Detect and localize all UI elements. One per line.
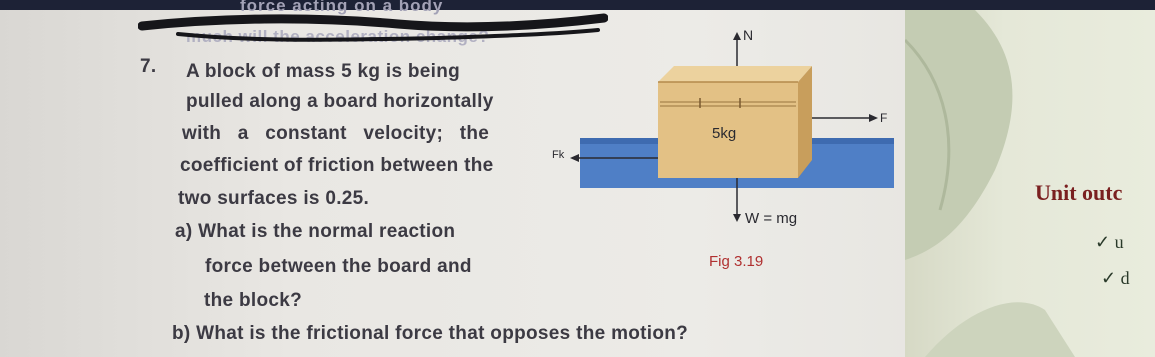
part-b-line: b) What is the frictional force that opposes the motion? xyxy=(172,323,689,344)
outcome-check-1: ✓ u xyxy=(1095,232,1124,252)
pen-scribble xyxy=(138,12,608,46)
faded-previous-line: force acting on a body xyxy=(240,0,444,15)
part-a-line-3: the block? xyxy=(204,290,303,311)
normal-force-label: N xyxy=(743,27,754,43)
unit-outcomes-heading: Unit outc xyxy=(1035,180,1123,205)
top-dark-edge xyxy=(0,0,1155,10)
right-page xyxy=(905,10,1155,357)
mass-label: 5kg xyxy=(712,125,737,142)
weight-label: W = mg xyxy=(745,210,798,227)
part-a-line-1: a) What is the normal reaction xyxy=(175,221,456,242)
question-line-1: A block of mass 5 kg is being xyxy=(186,61,461,82)
question-number: 7. xyxy=(140,56,157,77)
question-line-5: two surfaces is 0.25. xyxy=(178,188,370,209)
outcome-check-2: ✓ d xyxy=(1101,268,1130,288)
friction-force-label: Fk xyxy=(552,149,565,161)
question-line-3: with a constant velocity; the xyxy=(182,123,490,144)
question-line-4: coefficient of friction between the xyxy=(180,155,494,176)
faded-question-6-line: much will the acceleration change? xyxy=(186,27,490,46)
pull-force-label: F xyxy=(880,111,888,125)
block-top-face xyxy=(658,66,812,82)
block-side-face xyxy=(798,66,812,178)
part-a-line-2: force between the board and xyxy=(205,256,472,277)
figure-caption: Fig 3.19 xyxy=(709,253,764,270)
question-line-2: pulled along a board horizontally xyxy=(186,91,494,112)
